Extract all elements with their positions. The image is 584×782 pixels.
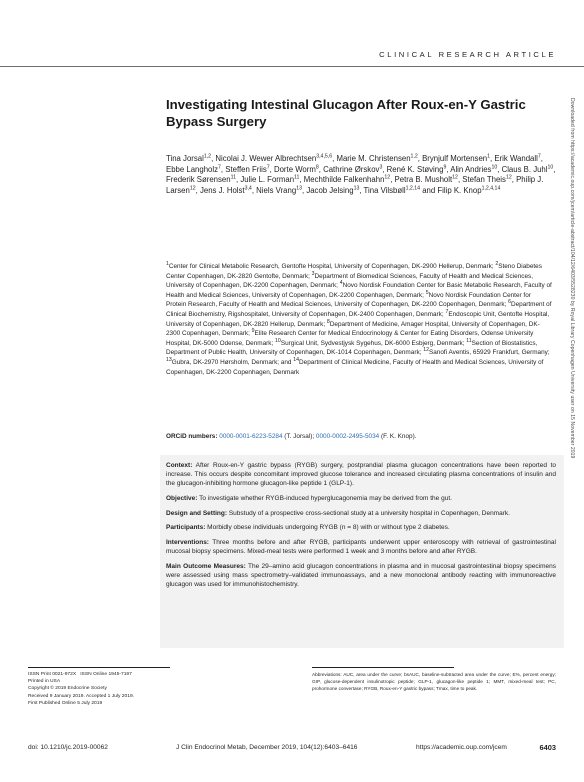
publication-info bbox=[28, 671, 268, 707]
abstract-interventions bbox=[166, 538, 556, 556]
author-name: Tina Jorsal bbox=[166, 154, 204, 163]
abbreviations: Abbreviations: AUC, area under the curve; bsAUC, baseline-subtracted area under the curve; E%, percent energy; GIP, glucose-dependent insulinotropic peptide; GLP-1, glucagon-like peptide 1; MMT, mixed-meal test; PC, prohormone convertase; RYGB, Roux-en-Y gastric bypass; Tmax, time to peak. bbox=[312, 672, 556, 692]
author-affiliation-ref: 1,2 bbox=[203, 153, 212, 160]
author-affiliation-ref: 1,2,4,14 bbox=[481, 185, 501, 192]
affiliation-text: Surgical Unit, Sydvestjysk Sygehus, DK-6000 Esbjerg, Denmark; bbox=[280, 339, 467, 347]
author-affiliation-ref: 3,4,5,6 bbox=[316, 153, 333, 160]
author-affiliation-ref: 7 bbox=[218, 164, 221, 170]
author-name: Jens J. Holst bbox=[199, 185, 245, 195]
orcid-link-jorsal[interactable]: 0000-0001-6223-5284 bbox=[219, 433, 283, 440]
author-name: Steffen Friis bbox=[225, 164, 267, 174]
affiliation-number: 3 bbox=[311, 270, 315, 277]
author-name: Frederik Sørensen bbox=[166, 175, 231, 185]
abstract-design-text: Substudy of a prospective cross-sectional study at a university hospital in Copenhagen, Denmark. bbox=[227, 509, 510, 517]
author-affiliation-ref: 7 bbox=[537, 153, 541, 160]
author bbox=[274, 165, 319, 174]
author bbox=[422, 186, 500, 195]
abstract-objective-heading: Objective: bbox=[166, 495, 198, 502]
author-affiliation-ref: 1 bbox=[487, 153, 491, 160]
author-name: Marie M. Christensen bbox=[336, 154, 411, 163]
author-affiliation-ref: 11 bbox=[294, 174, 300, 181]
affiliation-text: Gubra, DK-2970 Hørsholm, Denmark; and bbox=[171, 358, 294, 366]
abstract bbox=[166, 461, 556, 595]
author-name: Philip J. Larsen bbox=[166, 175, 544, 195]
abstract-objective-text: To investigate whether RYGB-induced hyperglucagonemia may be derived from the gut. bbox=[197, 495, 452, 502]
abstract-objective bbox=[166, 494, 556, 503]
affiliation-number: 5 bbox=[425, 289, 429, 296]
issn-line: ISSN Print 0021-972X ISSN Online 1945-7197 bbox=[28, 672, 132, 677]
author bbox=[336, 154, 417, 163]
author-name: Claus B. Juhl bbox=[501, 164, 548, 174]
affiliation-text: Department of Clinical Medicine, Faculty of Health and Medical Sciences, University of Copenhagen, DK-2200 Copenhagen, Denmark bbox=[166, 358, 544, 376]
author-name: René K. Støving bbox=[386, 164, 444, 174]
author-name: Julie L. Forman bbox=[240, 175, 295, 185]
published-line: First Published Online 5 July 2019 bbox=[28, 700, 103, 706]
author-name: Alin Andries bbox=[450, 164, 492, 174]
footer-doi[interactable]: doi: 10.1210/jc.2019-00062 bbox=[28, 744, 108, 751]
abstract-participants bbox=[166, 523, 556, 532]
orcid-owner-knop: (F. K. Knop). bbox=[379, 433, 417, 440]
author bbox=[215, 154, 332, 163]
author-name: Erik Wandall bbox=[494, 154, 538, 163]
orcid-numbers bbox=[166, 432, 556, 441]
author-affiliation-ref: 8 bbox=[315, 164, 319, 170]
author-name: Stefan Theis bbox=[462, 175, 506, 185]
affiliation bbox=[275, 337, 467, 347]
download-notice: Downloaded from https://academic.oup.com/jcem/article-abstract/104/12/6403/5528230 by Royal Library Copenhagen University user on 15 November 2019 bbox=[569, 98, 575, 459]
affiliation-text: Steno Diabetes Center Copenhagen, DK-2820 Gentofte, Denmark; bbox=[166, 263, 542, 280]
affiliation-number: 6 bbox=[508, 299, 511, 306]
author-affiliation-ref: 11 bbox=[230, 174, 236, 181]
author bbox=[240, 175, 299, 184]
author-name: Cathrine Ørskov bbox=[323, 164, 380, 174]
author-affiliation-ref: 12 bbox=[384, 174, 391, 181]
affiliation-text: Department of Biomedical Sciences, Faculty of Health and Medical Sciences, University of Copenhagen, DK-2200 Copenhagen, Denmark; bbox=[166, 272, 533, 290]
author bbox=[395, 175, 458, 184]
author-name: Jacob Jelsing bbox=[306, 185, 354, 195]
affiliation-text: Center for Clinical Metabolic Research, Gentofte Hospital, University of Copenhagen, DK-2900 Hellerup, Denmark; bbox=[168, 263, 496, 270]
printed-line: Printed in USA bbox=[28, 679, 61, 685]
orcid-link-knop[interactable]: 0000-0002-2495-5034 bbox=[315, 433, 380, 440]
author-affiliation-ref: 3,4 bbox=[244, 185, 252, 192]
footer-url[interactable]: https://academic.oup.com/jcem bbox=[416, 744, 507, 751]
affiliations bbox=[166, 262, 552, 377]
author bbox=[166, 154, 211, 163]
author-name: Petra B. Musholt bbox=[394, 175, 453, 185]
affiliation bbox=[166, 260, 496, 270]
page-number: 6403 bbox=[539, 743, 556, 752]
author bbox=[225, 165, 269, 174]
author bbox=[166, 165, 221, 174]
author bbox=[502, 165, 554, 174]
abstract-context bbox=[166, 461, 556, 489]
affiliation-number: 11 bbox=[466, 337, 472, 344]
affiliation-text: Department of Clinical Biochemistry, Rigshospitalet, University of Copenhagen, DK-2400 Copenhagen, Denmark; bbox=[166, 301, 552, 318]
affiliation bbox=[423, 349, 549, 356]
author bbox=[323, 165, 382, 174]
author-affiliation-ref: 12 bbox=[189, 185, 196, 192]
author-name: Brynjulf Mortensen bbox=[422, 154, 488, 163]
affiliation-number: 8 bbox=[326, 318, 330, 325]
author-affiliation-ref: 3 bbox=[379, 164, 383, 170]
author-name: Tina Vilsbøll bbox=[363, 185, 406, 195]
affiliation-number: 2 bbox=[495, 260, 499, 267]
author-affiliation-ref: 9 bbox=[443, 164, 447, 170]
affiliation-number: 14 bbox=[293, 356, 300, 363]
affiliation bbox=[166, 356, 294, 366]
author bbox=[422, 154, 490, 163]
author-affiliation-ref: 1,2 bbox=[410, 153, 418, 160]
author-name: Nicolai J. Wewer Albrechtsen bbox=[215, 154, 317, 163]
author bbox=[364, 186, 420, 195]
received-line: Received 9 January 2019. Accepted 1 July 2019. bbox=[28, 693, 135, 699]
author bbox=[450, 165, 497, 174]
author bbox=[387, 165, 447, 174]
affiliation-text: Elite Research Center for Medical Endocrinology & Center for Eating Disorders, Odense University Hospital, DK-5000 Odense, Denmark; bbox=[166, 330, 534, 347]
orcid-owner-jorsal: (T. Jorsal); bbox=[282, 433, 316, 440]
affiliation-text: Sanofi Aventis, 65929 Frankfurt, Germany; bbox=[428, 349, 550, 357]
author bbox=[200, 186, 252, 195]
author-name: Ebbe Langholz bbox=[166, 164, 219, 174]
abstract-context-heading: Context: bbox=[166, 462, 193, 469]
author-affiliation-ref: 12 bbox=[505, 174, 512, 181]
abstract-outcomes-heading: Main Outcome Measures: bbox=[166, 562, 246, 570]
abstract-participants-text: Morbidly obese individuals undergoing RYGB (n = 8) with or without type 2 diabetes. bbox=[205, 524, 450, 532]
orcid-label: ORCiD numbers: bbox=[166, 433, 218, 440]
section-label: CLINICAL RESEARCH ARTICLE bbox=[379, 50, 556, 59]
affiliation-number: 9 bbox=[251, 328, 255, 335]
affiliation-number: 10 bbox=[275, 337, 281, 344]
author-name: Dorte Worm bbox=[273, 164, 316, 174]
author-name: Niels Vrang bbox=[256, 185, 297, 195]
author-affiliation-ref: 10 bbox=[491, 164, 498, 170]
footnote-rule-right bbox=[312, 667, 454, 668]
abstract-interventions-text: Three months before and after RYGB, participants underwent upper enteroscopy with retrieval of gastrointestinal mucosal biopsy specimens. Mixed-meal tests were performed 1 week and 3 months before and after RYGB. bbox=[166, 538, 556, 555]
author-affiliation-ref: 10 bbox=[547, 164, 554, 170]
article-title: Investigating Intestinal Glucagon After Roux-en-Y Gastric Bypass Surgery bbox=[166, 97, 526, 129]
abstract-design-heading: Design and Setting: bbox=[166, 509, 228, 517]
author bbox=[462, 175, 511, 184]
affiliation-number: 12 bbox=[423, 347, 429, 354]
affiliation-number: 13 bbox=[166, 356, 172, 363]
affiliation-number: 1 bbox=[166, 260, 169, 267]
abstract-context-text: After Roux-en-Y gastric bypass (RYGB) surgery, postprandial plasma glucagon concentrations have been reported to increase. This occurs despite concomitant improved glucose tolerance and increased circulating plasma concentrations of insulin and the glucagon-inhibiting hormone glucagon-like peptide 1 (GLP-1). bbox=[166, 462, 556, 488]
header-rule bbox=[0, 66, 584, 67]
affiliation-text: Endoscopic Unit, Gentofte Hospital, University of Copenhagen, DK-2820 Hellerup, Denmark; bbox=[166, 310, 550, 328]
affiliation-text: Section of Biostatistics, Department of Public Health, University of Copenhagen, DK-1014 Copenhagen, Denmark; bbox=[166, 339, 538, 357]
author-list: Tina Jorsal$^{1,2}$, Nicolai J. Wewer Albrechtsen$^{3,4,5,6}$, Marie M. Christensen$^{1,2}$, Brynjulf Mortensen$^1$, Erik Wandall$^7$, Ebbe Langholz$^7$, Steffen Friis$^7$, Dorte Worm$^8$, Cathrine Ørskov$^3$, René K. Støving$^9$, Alin Andries$^{10}$, Claus B. Juhl$^{10}$, Frederik Sørensen$^{11}$, Julie L. Forman$^{11}$, Mechthilde Falkenhahn$^{12}$, Petra B. Musholt$^{12}$, Stefan Theis$^{12}$, Philip J. Larsen$^{12}$, Jens J. Holst$^{3,4}$, Niels Vrang$^{13}$, Jacob Jelsing$^{13}$, Tina Vilsbøll$^{1,2,14}$ and Filip K. Knop$^{1,2,4,14}$ bbox=[166, 153, 556, 195]
author-name: and Filip K. Knop bbox=[422, 185, 482, 195]
footnote-rule-left bbox=[28, 667, 170, 668]
affiliation-text: Department of Medicine, Amager Hospital, University of Copenhagen, DK-2300 Copenhagen, Denmark; bbox=[166, 320, 540, 338]
abstract-interventions-heading: Interventions: bbox=[166, 538, 209, 546]
page-footer bbox=[28, 744, 556, 756]
author-name: Mechthilde Falkenhahn bbox=[303, 175, 385, 185]
author bbox=[306, 186, 359, 195]
abstract-design bbox=[166, 509, 556, 518]
copyright-line: Copyright © 2019 Endocrine Society bbox=[28, 686, 107, 692]
author-affiliation-ref: 12 bbox=[452, 174, 458, 181]
abstract-outcomes-text: The 29–amino acid glucagon concentrations in plasma and in mucosal gastrointestinal biopsy specimens were assessed using mass spectrometry–validated immunoassays, and a new monoclonal antibody reacting with immunoreactive glucagon was used for immunohistochemistry. bbox=[166, 562, 556, 588]
abstract-outcomes bbox=[166, 562, 556, 590]
footer-journal: J Clin Endocrinol Metab, December 2019, 104(12):6403–6416 bbox=[176, 744, 358, 751]
author-affiliation-ref: 13 bbox=[296, 185, 302, 192]
author bbox=[494, 154, 540, 163]
abstract-participants-heading: Participants: bbox=[166, 524, 206, 532]
author-affiliation-ref: 7 bbox=[266, 164, 270, 170]
author bbox=[256, 186, 302, 195]
author-affiliation-ref: 1,2,14 bbox=[405, 185, 421, 192]
author bbox=[304, 175, 390, 184]
author bbox=[166, 175, 236, 184]
affiliation-number: 4 bbox=[339, 280, 343, 287]
affiliation-text: Novo Nordisk Foundation Center for Basic Metabolic Research, Faculty of Health and Medical Sciences, University of Copenhagen, DK-2200 Copenhagen, Denmark; bbox=[166, 282, 552, 299]
affiliation-text: Novo Nordisk Foundation Center for Protein Research, Faculty of Health and Medical Sciences, University of Copenhagen, DK-2200 Copenhagen, Denmark; bbox=[166, 291, 531, 309]
author-affiliation-ref: 13 bbox=[353, 185, 360, 192]
affiliation-number: 7 bbox=[445, 308, 449, 315]
